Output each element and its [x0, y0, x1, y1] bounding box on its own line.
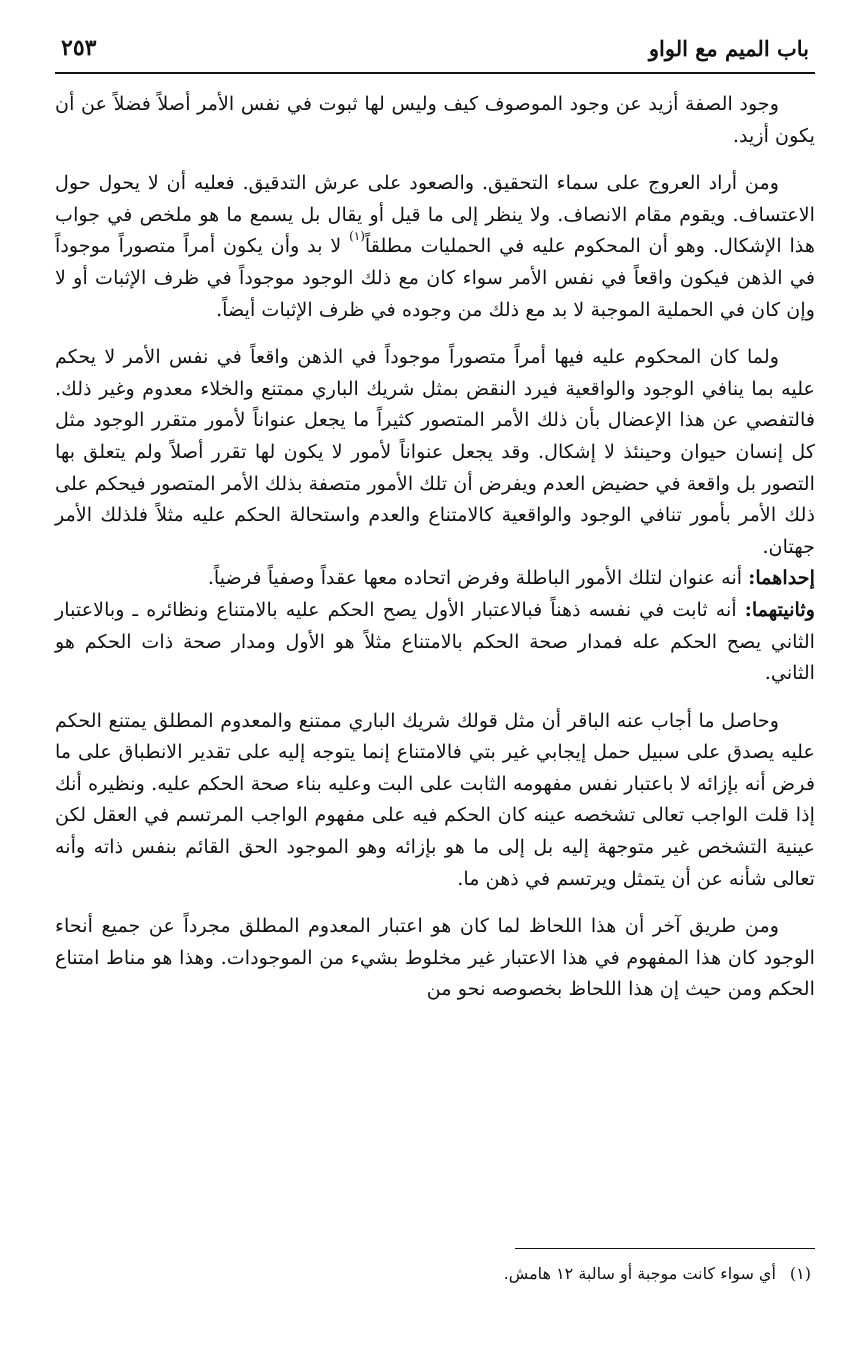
paragraph-text: ولما كان المحكوم عليه فيها أمراً متصوراً موجوداً في الذهن واقعاً في نفس الأمر لا يحكم عليه بما ينافي الوجود والواقعية فيرد النقض بمثل شريك الباري ممتنع والخلاء معدوم وغير ذلك. فالتفصي عن هذا الإعضال بأن ذلك الأمر المتصور كثيراً ما يجعل عنواناً لأمور متقرر الوجود مثل كل إنسان حيوان وحينئذ لا إشكال. وقد يجعل عنواناً لأمور لا يكون لها تقرر أصلاً ولم يتعلق بها التصور بل واقعة في حضيض العدم ويفرض أن تلك الأمور متصفة بذلك الأمر المتصور فيحكم على ذلك الأمر بأمور تنافي الوجود والواقعية كالامتناع والعدم واستحالة الحكم عليه مثلاً فلذلك الأمر جهتان. — [55, 345, 815, 558]
footnote-text: أي سواء كانت موجبة أو سالبة ١٢ هامش. — [503, 1264, 776, 1283]
item-term: إحداهما: — [748, 566, 815, 590]
paragraph — [55, 88, 815, 151]
chapter-title: باب الميم مع الواو — [648, 35, 809, 61]
paragraph-text: لا بد وأن يكون أمراً متصوراً موجوداً في الذهن فيكون واقعاً في نفس الأمر سواء كان مع ذلك الوجود موجوداً في ظرف الإثبات أو لا وإن كان في الحملية الموجبة لا بد مع ذلك من وجوده في ظرف الإثبات أيضاً. — [55, 234, 815, 321]
main-text — [55, 88, 815, 1005]
paragraph — [55, 167, 815, 325]
list-item — [55, 594, 815, 689]
paragraph-text: وجود الصفة أزيد عن وجود الموصوف كيف وليس لها ثبوت في نفس الأمر أصلاً فضلاً عن أن يكون أزيد. — [55, 92, 815, 147]
page-number: ٢٥٣ — [61, 35, 97, 61]
item-term: وثانيتهما: — [744, 597, 815, 621]
item-text: أنه عنوان لتلك الأمور الباطلة وفرض اتحاده معها عقداً وصفياً فرضياً. — [207, 566, 749, 590]
running-header — [55, 30, 815, 74]
paragraph-text: ومن طريق آخر أن هذا اللحاظ لما كان هو اعتبار المعدوم المطلق مجرداً عن جميع أنحاء الوجود كان هذا المفهوم في هذا الاعتبار غير مخلوط بشيء من الموجودات. وهذا هو مناط امتناع الحكم ومن حيث إن هذا اللحاظ بخصوصه نحو من — [55, 914, 815, 1001]
book-page — [55, 30, 815, 1372]
footnote-number: (١) — [789, 1264, 811, 1283]
paragraph — [55, 705, 815, 895]
paragraph-text: ومن أراد العروج على سماء التحقيق. والصعود على عرش التدقيق. فعليه أن لا يحول حول الاعتساف. ويقوم مقام الانصاف. ولا ينظر إلى ما قيل أو يقال بل يسمع ما هو ملخص في جواب هذا الإشكال. وهو أن المحكوم عليه في الحمليات مطلقاً — [55, 171, 815, 258]
footnote-reference: (١) — [349, 229, 365, 244]
paragraph — [55, 341, 815, 562]
list-item — [55, 562, 815, 594]
footnote-separator — [515, 1248, 815, 1249]
paragraph — [55, 910, 815, 1005]
item-text: أنه ثابت في نفسه ذهناً فبالاعتبار الأول يصح الحكم عليه بالامتناع ونظائره ـ وبالاعتبار الثاني يصح الحكم عله فمدار صحة الحكم بالامتناع مثلاً هو الأول ومدار صحة ذات الحكم هو الثاني. — [55, 597, 815, 685]
footnote — [504, 1262, 811, 1286]
paragraph-text: وحاصل ما أجاب عنه الباقر أن مثل قولك شريك الباري ممتنع والمعدوم المطلق يمتنع الحكم عليه يصدق على سبيل حمل إيجابي غير بتي فالامتناع إنما يتوجه إليه على تقدير الانطباق على ما فرض أنه بإزائه لا باعتبار نفس مفهومه الثابت على البت وعليه بناء صحة الحكم عليه. ونظيره أنك إذا قلت الواجب تعالى تشخصه عينه كان الحكم فيه على مفهوم الواجب المرتسم في العقل لكن عينية التشخص غير متوجهة إليه بل إلى ما هو بإزائه وهو الموجود الحق القائم بنفس ذاته وأنه تعالى شأنه عن أن يتمثل ويرتسم في ذهن ما. — [55, 708, 815, 890]
